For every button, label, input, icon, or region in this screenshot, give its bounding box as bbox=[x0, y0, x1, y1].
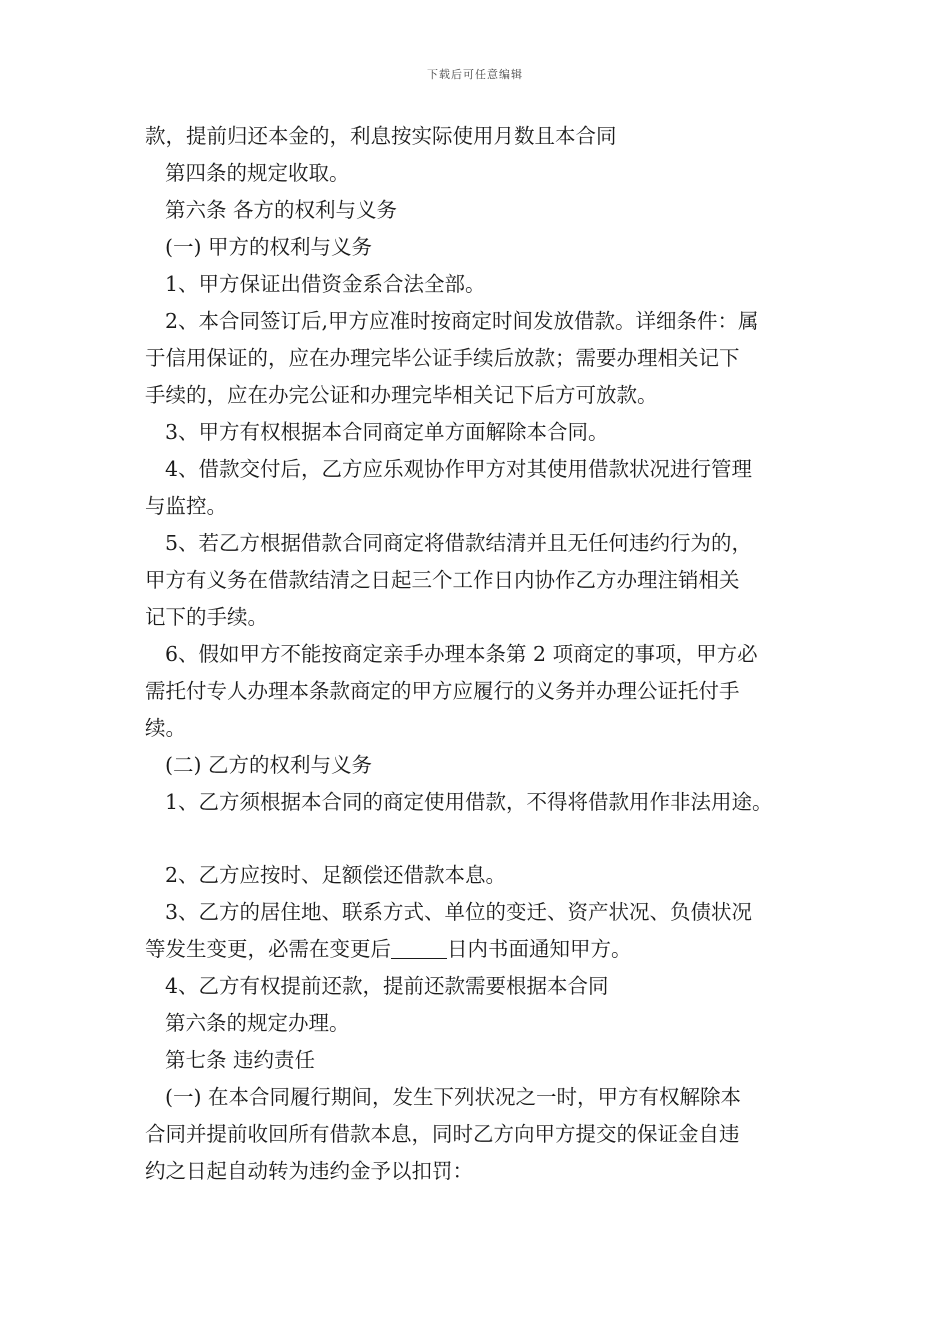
blank-line bbox=[145, 821, 825, 857]
clause-line: 手续的，应在办完公证和办理完毕相关记下后方可放款。 bbox=[145, 383, 658, 407]
clause-line: 3、乙方的居住地、联系方式、单位的变迁、资产状况、负债状况 bbox=[165, 900, 753, 924]
article-heading: 第七条 违约责任 bbox=[165, 1048, 316, 1072]
clause-line: 6、假如甲方不能按商定亲手办理本条第 2 项商定的事项，甲方必 bbox=[165, 642, 758, 666]
clause-line: 4、乙方有权提前还款，提前还款需要根据本合同 bbox=[165, 974, 609, 998]
clause-line: 5、若乙方根据借款合同商定将借款结清并且无任何违约行为的， bbox=[165, 531, 753, 555]
clause-line: 续。 bbox=[145, 716, 186, 740]
clause-line: 与监控。 bbox=[145, 494, 227, 518]
clause-line: 合同并提前收回所有借款本息，同时乙方向甲方提交的保证金自违 bbox=[145, 1122, 740, 1146]
clause-line: 2、本合同签订后,甲方应准时按商定时间发放借款。详细条件：属 bbox=[165, 309, 759, 333]
clause-line bbox=[145, 931, 825, 968]
clause-line: 需托付专人办理本条款商定的甲方应履行的义务并办理公证托付手 bbox=[145, 679, 740, 703]
clause-line: 于信用保证的，应在办理完毕公证手续后放款；需要办理相关记下 bbox=[145, 346, 740, 370]
clause-text: 等发生变更，必需在变更后 bbox=[145, 937, 391, 961]
clause-line: 记下的手续。 bbox=[145, 605, 268, 629]
section-heading: (一) 甲方的权利与义务 bbox=[165, 235, 373, 259]
paragraph-line: 第四条的规定收取。 bbox=[165, 161, 350, 185]
page-header: 下载后可任意编辑 bbox=[427, 68, 523, 81]
fill-in-blank bbox=[391, 938, 447, 959]
clause-line: 第六条的规定办理。 bbox=[165, 1011, 350, 1035]
clause-line: 3、甲方有权根据本合同商定单方面解除本合同。 bbox=[165, 420, 609, 444]
clause-line: 2、乙方应按时、足额偿还借款本息。 bbox=[165, 863, 507, 887]
clause-line: 1、甲方保证出借资金系合法全部。 bbox=[165, 272, 486, 296]
clause-line: 1、乙方须根据本合同的商定使用借款，不得将借款用作非法用途。 bbox=[165, 790, 773, 814]
clause-line: (一) 在本合同履行期间，发生下列状况之一时，甲方有权解除本 bbox=[165, 1085, 742, 1109]
paragraph-line: 款，提前归还本金的，利息按实际使用月数且本合同 bbox=[145, 124, 617, 148]
article-heading: 第六条 各方的权利与义务 bbox=[165, 198, 398, 222]
clause-text: 日内书面通知甲方。 bbox=[447, 937, 632, 961]
document-body bbox=[145, 118, 825, 1190]
clause-line: 约之日起自动转为违约金予以扣罚： bbox=[145, 1159, 473, 1183]
section-heading: (二) 乙方的权利与义务 bbox=[165, 753, 373, 777]
clause-line: 4、借款交付后，乙方应乐观协作甲方对其使用借款状况进行管理 bbox=[165, 457, 753, 481]
clause-line: 甲方有义务在借款结清之日起三个工作日内协作乙方办理注销相关 bbox=[145, 568, 740, 592]
